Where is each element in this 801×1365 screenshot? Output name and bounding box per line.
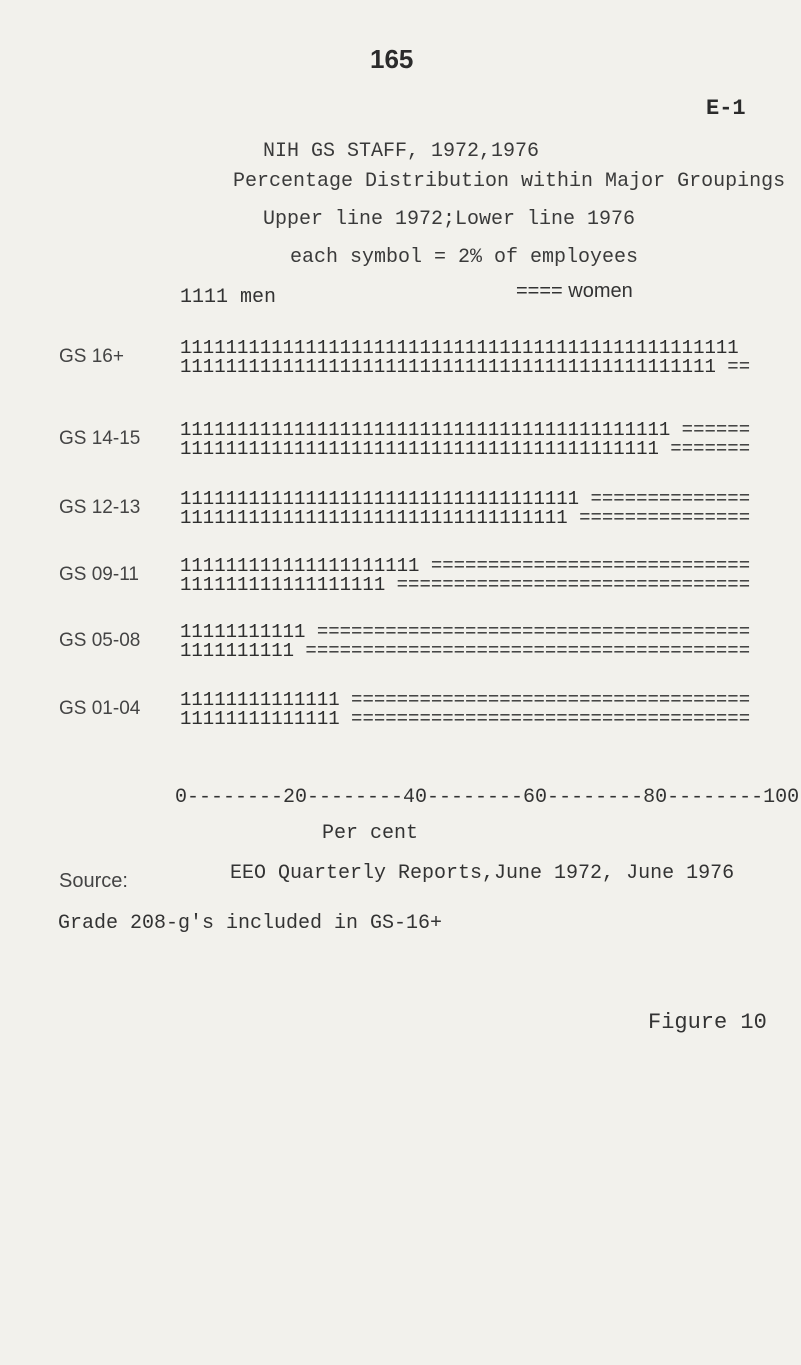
bar-1972	[180, 419, 751, 441]
bar-men: 111111111111111111111	[180, 555, 420, 577]
bar-1972	[180, 555, 751, 577]
bar-men: 1111111111	[180, 640, 295, 662]
grade-label: GS 16+	[59, 346, 124, 367]
chart-subtitle-3: each symbol = 2% of employees	[290, 246, 639, 269]
bar-1976	[180, 438, 751, 460]
exhibit-label: E-1	[706, 96, 746, 121]
page-number: 165	[370, 44, 414, 74]
bar-1976	[180, 708, 751, 730]
bar-women: ===================================	[339, 708, 751, 730]
bar-1976	[180, 640, 751, 662]
bar-men: 11111111111111111111111111111111111111111111111	[180, 356, 716, 378]
bar-men: 1111111111111111111111111111111111	[180, 507, 568, 529]
bar-women: ======================================	[305, 621, 751, 643]
bar-women: =======	[658, 438, 751, 460]
grade-label: GS 12-13	[59, 497, 141, 518]
bar-men: 11111111111	[180, 621, 306, 643]
bar-men: 11111111111111111111111111111111111	[180, 488, 580, 510]
bar-women: ==	[715, 356, 751, 378]
bar-1972	[180, 488, 751, 510]
source-text: EEO Quarterly Reports,June 1972, June 1976	[230, 862, 735, 885]
x-axis-scale: 0--------20--------40--------60--------80--------100	[175, 786, 800, 809]
bar-women: ===============================	[385, 574, 751, 596]
bar-men: 1111111111111111111111111111111111111111111	[180, 419, 671, 441]
bar-1976	[180, 507, 751, 529]
bar-1972	[180, 689, 751, 711]
bar-men: 11111111111111	[180, 708, 340, 730]
legend-men: 1111 men	[180, 286, 277, 309]
figure-label: Figure 10	[648, 1010, 767, 1035]
bar-men: 1111111111111111111111111111111111111111111111111	[180, 337, 739, 359]
bar-women: ===================================	[339, 689, 751, 711]
bar-1972	[180, 621, 751, 643]
grade-label: GS 09-11	[59, 564, 139, 585]
bar-men: 11111111111111	[180, 689, 340, 711]
grade-label: GS 01-04	[59, 698, 141, 719]
bar-men: 111111111111111111	[180, 574, 386, 596]
x-axis-label: Per cent	[322, 822, 419, 845]
bar-women: ============================	[419, 555, 751, 577]
chart-title: NIH GS STAFF, 1972,1976	[263, 140, 540, 163]
grade-label: GS 05-08	[59, 630, 141, 651]
grade-label: GS 14-15	[59, 428, 141, 449]
chart-subtitle-2: Upper line 1972;Lower line 1976	[263, 208, 636, 231]
bar-1976	[180, 356, 751, 378]
bar-women: ==============	[579, 488, 751, 510]
bar-men: 111111111111111111111111111111111111111111	[180, 438, 659, 460]
source-label: Source:	[59, 870, 128, 892]
bar-women: =======================================	[294, 640, 751, 662]
footnote: Grade 208-g's included in GS-16+	[58, 912, 443, 935]
bar-women: ===============	[567, 507, 751, 529]
bar-1972	[180, 337, 739, 359]
legend-women: ==== women	[516, 280, 633, 302]
chart-subtitle-1: Percentage Distribution within Major Groupings	[233, 170, 786, 193]
bar-women: ======	[670, 419, 751, 441]
bar-1976	[180, 574, 751, 596]
